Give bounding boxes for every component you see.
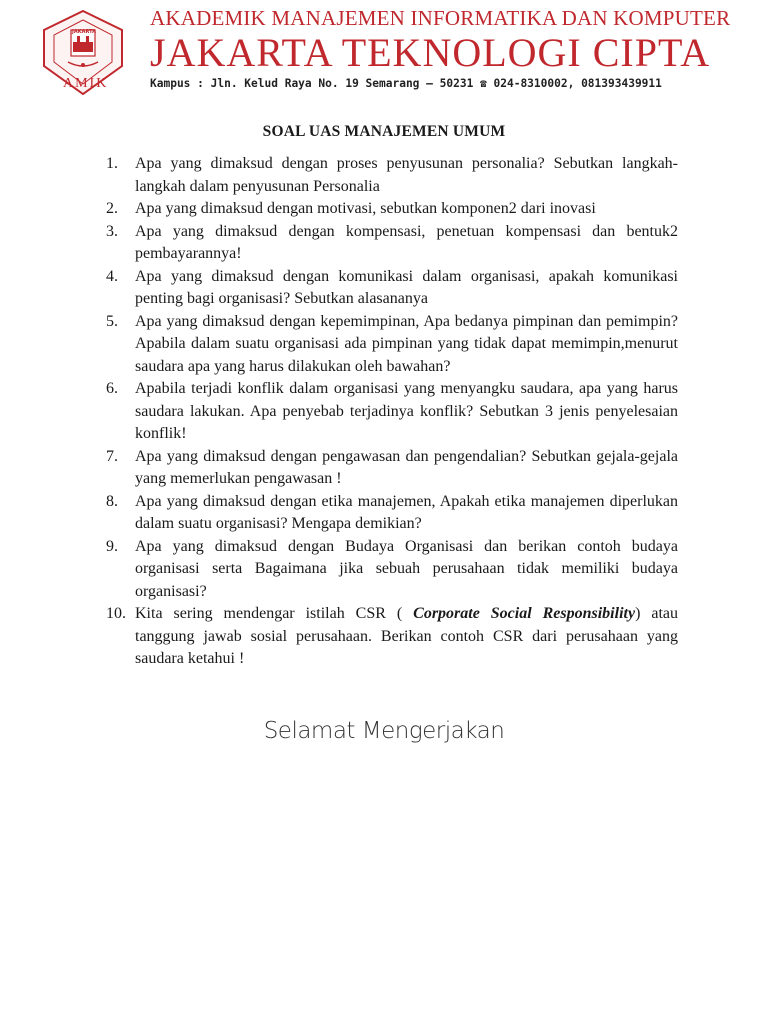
- question-item: [106, 491, 678, 536]
- question-text: Apa yang dimaksud dengan proses penyusunan personalia? Sebutkan langkah-langkah dalam penyusunan Personalia: [135, 155, 678, 195]
- question-number: 10.: [106, 605, 126, 622]
- question-number: 9.: [106, 537, 118, 555]
- question-item: [106, 311, 678, 379]
- institution-block: [150, 6, 740, 92]
- question-item: [106, 221, 678, 266]
- question-text: Apa yang dimaksud dengan kompensasi, penetuan kompensasi dan bentuk2 pembayarannya!: [135, 222, 678, 262]
- question-text: Apa yang dimaksud dengan motivasi, sebutkan komponen2 dari inovasi: [135, 200, 596, 217]
- closing-text: Selamat Mengerjakan: [263, 718, 505, 744]
- question-item: [106, 153, 678, 198]
- question-number: 8.: [106, 492, 118, 510]
- institution-address: Kampus : Jln. Kelud Raya No. 19 Semarang – 50231 ☎ 024-8310002, 081393439911: [150, 77, 662, 90]
- question-item: [106, 378, 678, 446]
- question-item: [106, 446, 678, 491]
- question-text: Apabila terjadi konflik dalam organisasi yang menyangku saudara, apa yang harus saudara lakukan. Apa penyebab terjadinya konflik? Sebutkan 3 jenis penyelesaian konflik!: [135, 380, 678, 442]
- institution-logo: [38, 8, 128, 98]
- question-number: 2.: [106, 200, 118, 217]
- logo-text: AMIK: [63, 76, 109, 91]
- question-number: 4.: [106, 267, 118, 285]
- question-text: Apa yang dimaksud dengan pengawasan dan pengendalian? Sebutkan gejala-gejala yang memerlukan pengawasan !: [135, 447, 678, 487]
- question-item: [106, 198, 678, 221]
- question-number: 5.: [106, 312, 118, 330]
- question-text: Apa yang dimaksud dengan Budaya Organisasi dan berikan contoh budaya organisasi serta Bagaimana jika sebuah perusahaan tidak memiliki budaya organisasi?: [135, 537, 678, 600]
- csr-emphasis: Corporate Social Responsibility: [413, 605, 636, 622]
- letterhead: [0, 0, 768, 100]
- question-list: [106, 153, 678, 671]
- institution-name: JAKARTA TEKNOLOGI CIPTA: [150, 30, 711, 75]
- question-item: [106, 266, 678, 311]
- question-item: [106, 603, 678, 671]
- document-title: SOAL UAS MANAJEMEN UMUM: [262, 123, 506, 140]
- question-text: Apa yang dimaksud dengan etika manajemen, Apakah etika manajemen diperlukan dalam suatu organisasi? Mengapa demikian?: [135, 492, 678, 532]
- question-number: 3.: [106, 222, 118, 240]
- question-number: 7.: [106, 447, 118, 465]
- question-text: Apa yang dimaksud dengan kepemimpinan, Apa bedanya pimpinan dan pemimpin? Apabila dalam suatu organisasi ada pimpinan yang tidak dapat memimpin,menurut saudara apa yang harus dilakukan oleh bawahan?: [135, 312, 678, 375]
- question-text: Apa yang dimaksud dengan komunikasi dalam organisasi, apakah komunikasi penting bagi organisasi? Sebutkan alasananya: [135, 267, 678, 307]
- question-number: 6.: [106, 380, 118, 397]
- logo-inner-text: JAKARTA: [72, 29, 96, 35]
- question-text-after: ) atau tanggung jawab sosial perusahaan. Berikan contoh CSR dari perusahaan yang saudara ketahui !: [135, 605, 679, 667]
- question-item: [106, 536, 678, 604]
- question-text: [135, 605, 678, 667]
- question-number: 1.: [106, 155, 118, 172]
- institution-line1: AKADEMIK MANAJEMEN INFORMATIKA DAN KOMPUTER: [150, 6, 731, 30]
- question-text-before: Kita sering mendengar istilah CSR (: [135, 605, 414, 622]
